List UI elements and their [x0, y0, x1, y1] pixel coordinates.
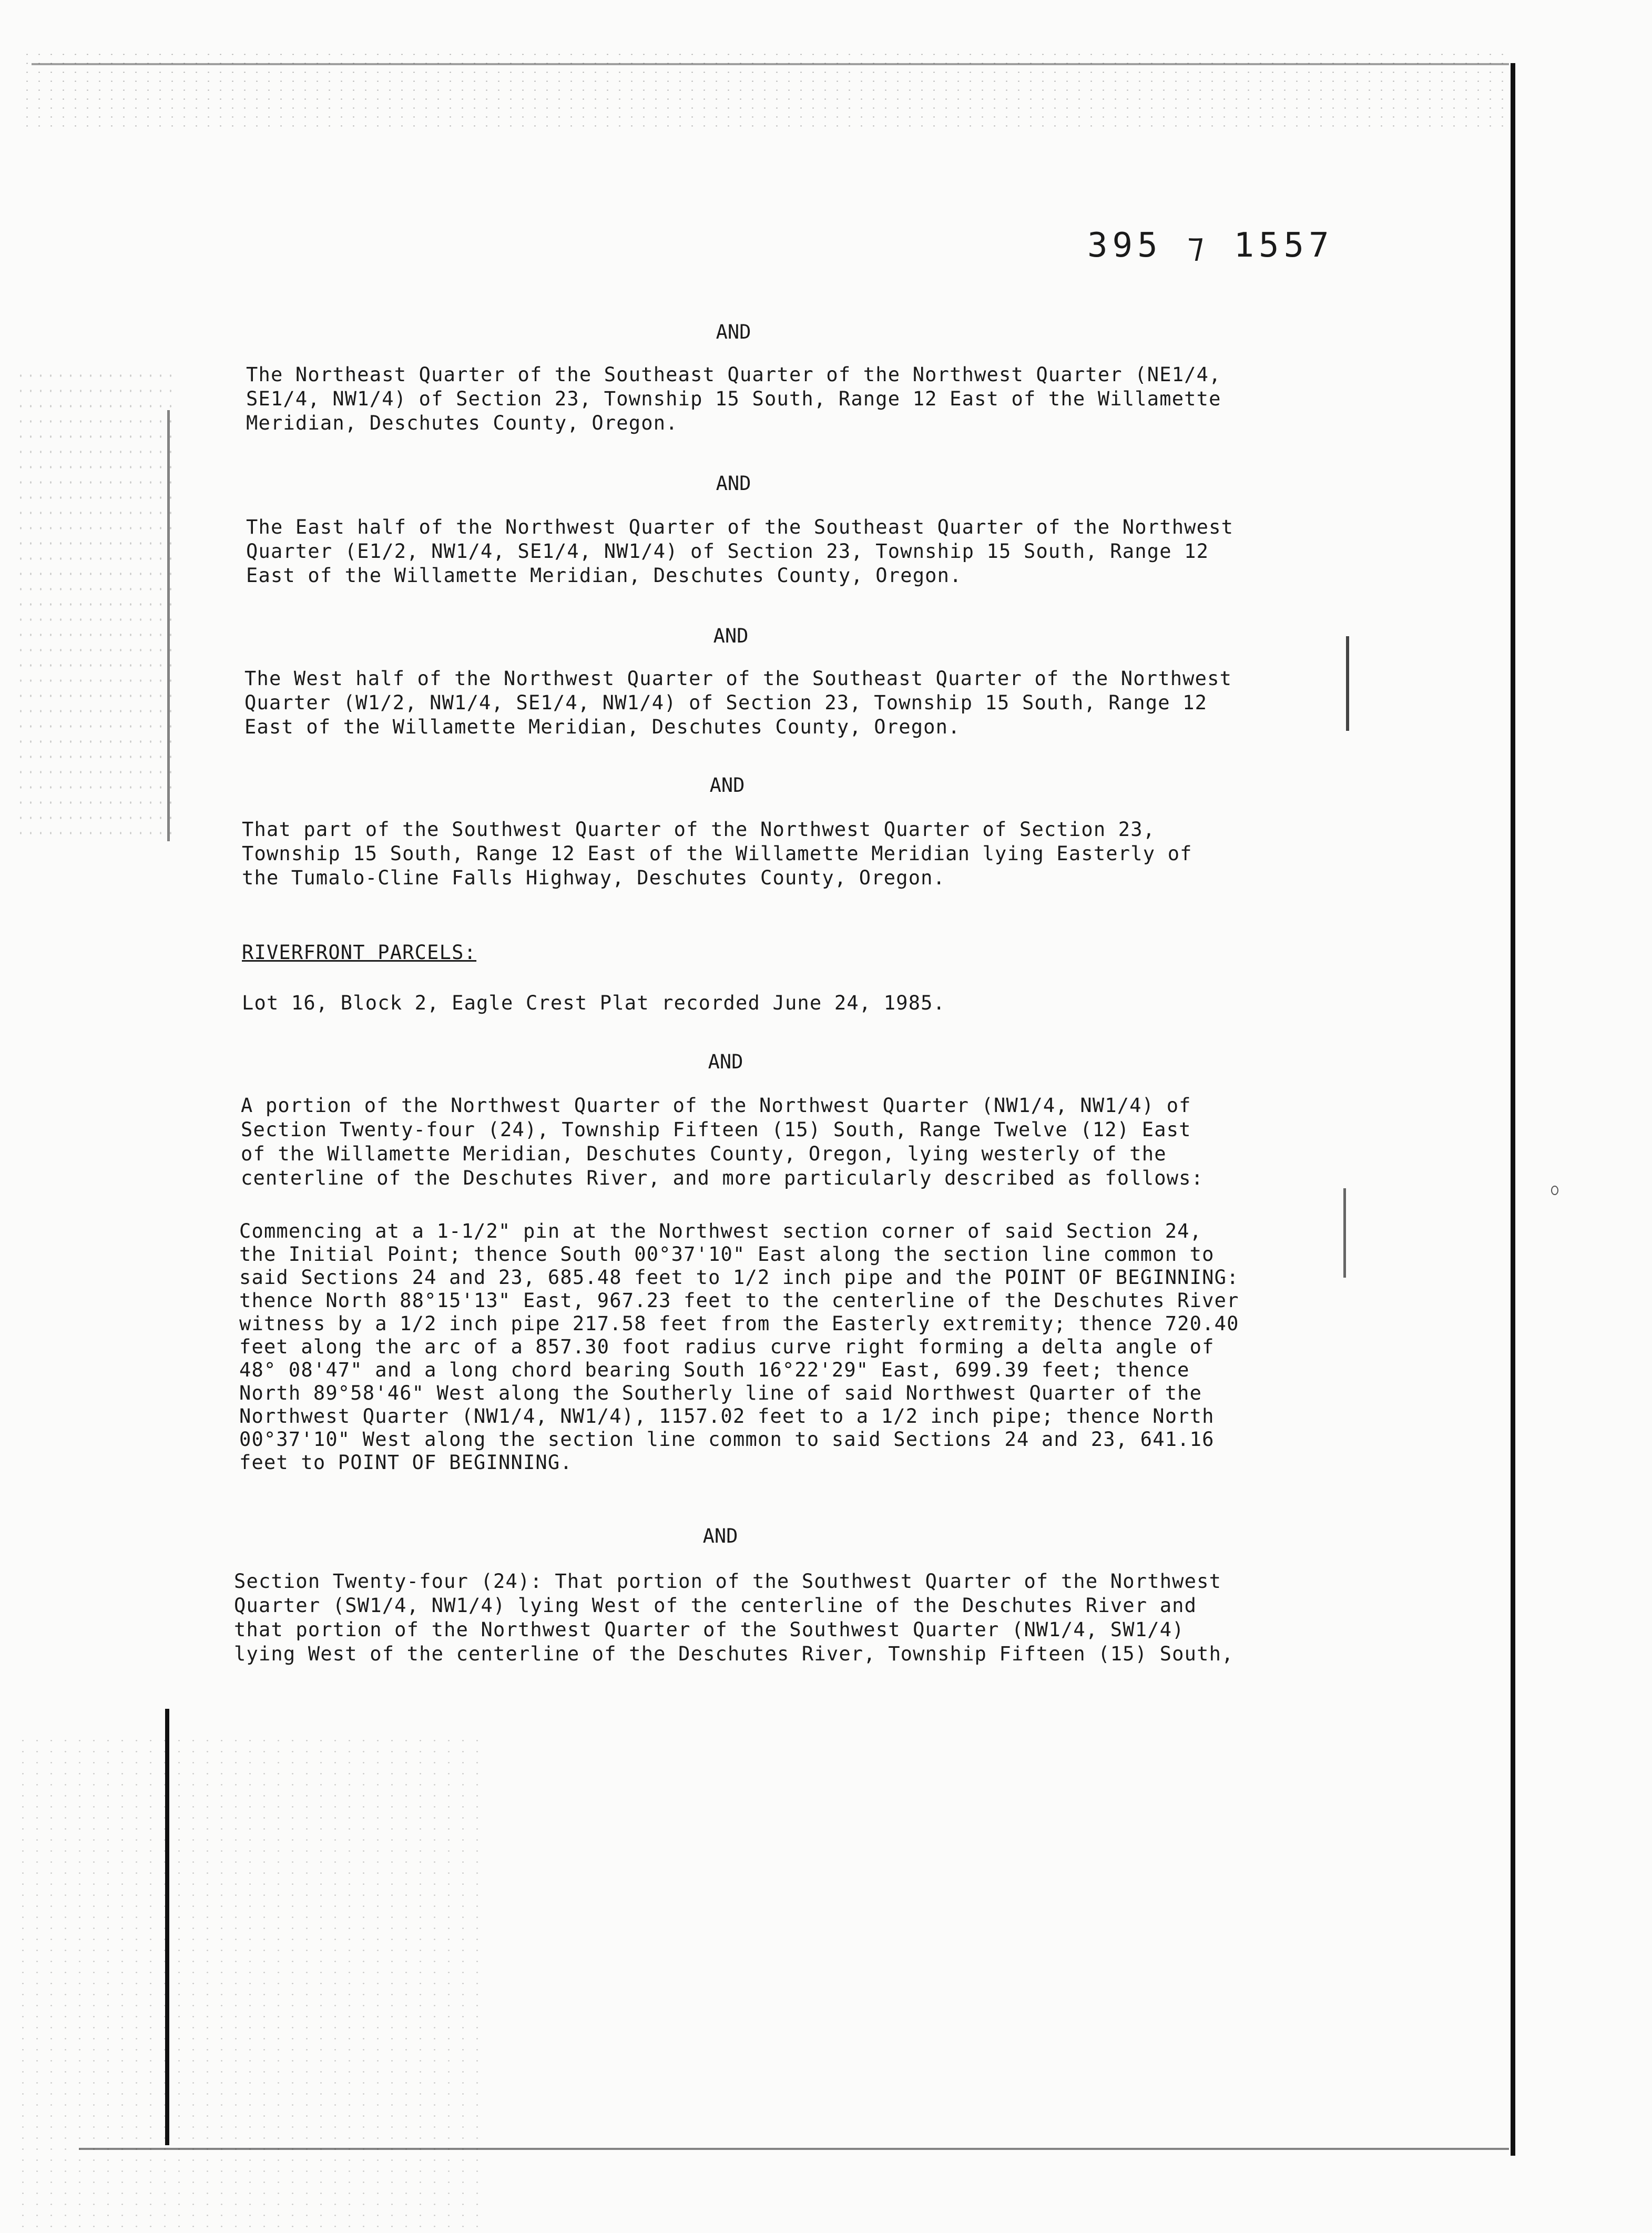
- margin-circle: [1551, 1186, 1558, 1195]
- and-separator: AND: [716, 472, 751, 495]
- and-separator: AND: [702, 1525, 738, 1547]
- scan-edge-bottom: [79, 2148, 1509, 2150]
- legal-description-paragraph: The Northeast Quarter of the Southeast Quarter of the Northwest Quarter (NE1/4, SE1/4, NW1/4) of Section 23, Township 15 South, Range 12 East of the Willamette Meridian, Deschutes County, Oregon.: [246, 363, 1221, 434]
- scan-edge-right: [1511, 63, 1515, 2156]
- and-separator: AND: [709, 774, 745, 797]
- and-separator: AND: [708, 1051, 743, 1073]
- page-number: 395 ⁊ 1557: [1087, 226, 1334, 265]
- scan-noise-bottom: [16, 1735, 489, 2229]
- section-heading: RIVERFRONT PARCELS:: [242, 941, 477, 964]
- scan-noise-left: [16, 368, 174, 841]
- margin-mark: [1343, 1188, 1346, 1278]
- legal-description-paragraph: Section Twenty-four (24): That portion of the Southwest Quarter of the Northwest Quarter (SW1/4, NW1/4) lying West of the centerline of the Deschutes River and that portion of the Northwest Quarter of the Southwest Quarter (NW1/4, SW1/4) lying West of the centerline of the Deschutes River, Township Fifteen (15) South,: [234, 1570, 1234, 1665]
- legal-description-paragraph: A portion of the Northwest Quarter of the Northwest Quarter (NW1/4, NW1/4) of Section Twenty-four (24), Township Fifteen (15) South, Range Twelve (12) East of the Willamette Meridian, Deschutes County, Oregon, lying westerly of the centerline of the Deschutes River, and more particularly described as follows:: [241, 1094, 1204, 1189]
- scan-edge-left-upper: [167, 410, 170, 841]
- scan-edge-left: [165, 1709, 169, 2145]
- scan-edge-top: [32, 63, 1509, 65]
- and-separator: AND: [713, 625, 749, 647]
- legal-description-paragraph: Lot 16, Block 2, Eagle Crest Plat recorded June 24, 1985.: [242, 992, 946, 1014]
- legal-description-paragraph: The East half of the Northwest Quarter of the Southeast Quarter of the Northwest Quarter (E1/2, NW1/4, SE1/4, NW1/4) of Section 23, Township 15 South, Range 12 East of the Willamette Meridian, Deschutes County, Oregon.: [246, 516, 1234, 587]
- legal-description-paragraph: That part of the Southwest Quarter of the Northwest Quarter of Section 23, Township 15 South, Range 12 East of the Willamette Meridian lying Easterly of the Tumalo-Cline Falls Highway, Deschutes County, Oregon.: [242, 818, 1192, 889]
- and-separator: AND: [716, 321, 751, 343]
- legal-description-paragraph: The West half of the Northwest Quarter of the Southeast Quarter of the Northwest Quarter (W1/2, NW1/4, SE1/4, NW1/4) of Section 23, Township 15 South, Range 12 East of the Willamette Meridian, Deschutes County, Oregon.: [244, 667, 1232, 738]
- scan-noise-top: [21, 50, 1504, 129]
- legal-description-paragraph: Commencing at a 1-1/2" pin at the Northwest section corner of said Section 24, the Initial Point; thence South 00°37'10" East along the section line common to said Sections 24 and 23, 685.48 feet to 1/2 inch pipe and the POINT OF BEGINNING: thence North 88°15'13" East, 967.23 feet to the centerline of the Deschutes River witness by a 1/2 inch pipe 217.58 feet from the Easterly extremity; thence 720.40 feet along the arc of a 857.30 foot radius curve right forming a delta angle of 48° 08'47" and a long chord bearing South 16°22'29" East, 699.39 feet; thence North 89°58'46" West along the Southerly line of said Northwest Quarter of the Northwest Quarter (NW1/4, NW1/4), 1157.02 feet to a 1/2 inch pipe; thence North 00°37'10" West along the section line common to said Sections 24 and 23, 641.16 feet to POINT OF BEGINNING.: [239, 1220, 1239, 1474]
- margin-mark: [1346, 636, 1349, 731]
